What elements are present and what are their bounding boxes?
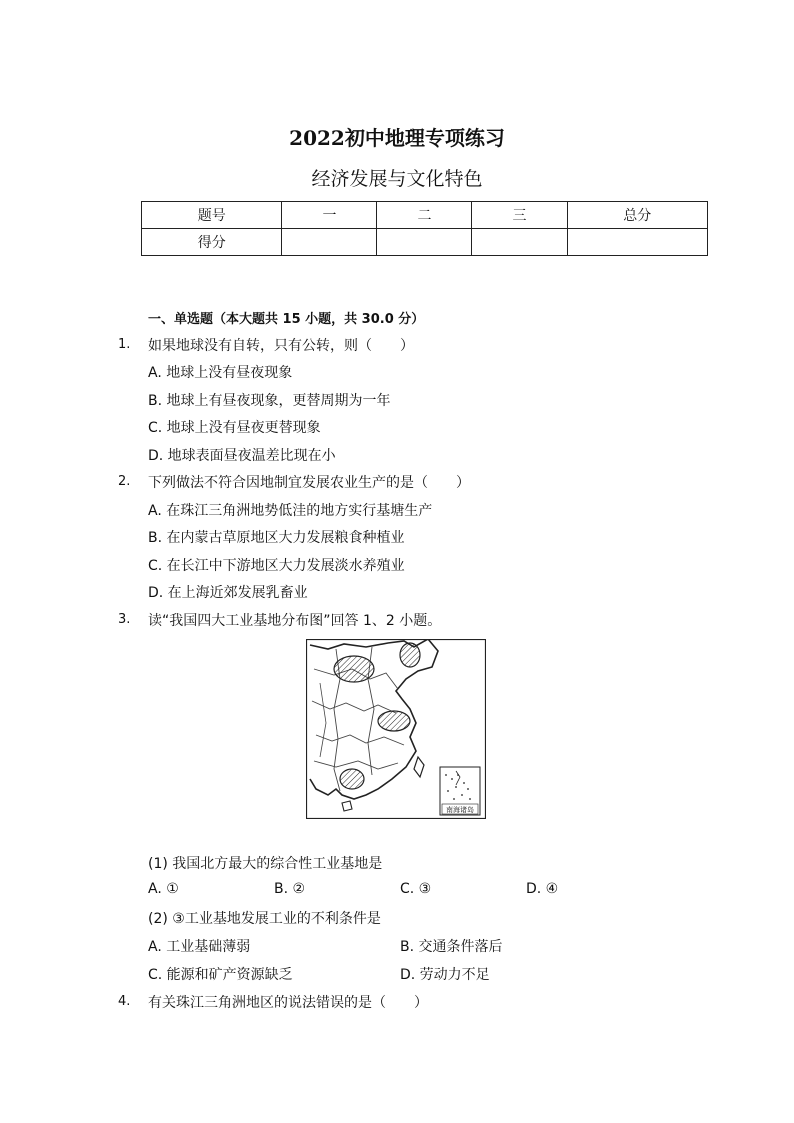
page-subtitle: 经济发展与文化特色 [311,168,483,190]
option: C. 地球上没有昼夜更替现象 [148,420,321,436]
industrial-base-map [306,639,486,819]
option: D. 地球表面昼夜温差比现在小 [148,448,336,464]
question-number: 3. [118,612,131,627]
question-number: 2. [118,474,131,489]
option: B. 在内蒙古草原地区大力发展粮食种植业 [148,530,405,546]
score-table-score-row [142,229,708,256]
score-cell [377,229,472,256]
option: B. ② [274,881,306,897]
question-text: 读“我国四大工业基地分布图”回答 1、2 小题。 [148,613,442,629]
sub-question-text: (1) 我国北方最大的综合性工业基地是 [148,856,383,872]
score-header-cell: 一 [282,202,377,229]
score-header-cell: 二 [377,202,472,229]
score-cell [567,229,708,256]
score-cell [472,229,567,256]
map-inset-label: 南海诸岛 [446,806,474,814]
score-header-cell: 三 [472,202,567,229]
option: A. 地球上没有昼夜现象 [148,365,293,381]
page-title: 2022初中地理专项练习 [289,126,505,150]
score-row-label: 得分 [142,229,282,256]
option: C. 能源和矿产资源缺乏 [148,967,293,983]
option: B. 交通条件落后 [400,939,503,955]
score-cell [282,229,377,256]
score-table-header-row [142,202,708,229]
score-header-cell: 总分 [567,202,708,229]
score-table [141,201,708,256]
option: C. ③ [400,881,432,897]
question-text: 下列做法不符合因地制宜发展农业生产的是（ ） [148,475,470,491]
score-header-cell: 题号 [142,202,282,229]
option: A. 工业基础薄弱 [148,939,251,955]
option: D. 在上海近郊发展乳畜业 [148,585,308,601]
sub-question-text: (2) ③工业基地发展工业的不利条件是 [148,911,381,927]
option: D. 劳动力不足 [400,967,490,983]
option: D. ④ [526,881,559,897]
question-text: 如果地球没有自转，只有公转，则（ ） [148,338,414,354]
question-number: 4. [118,994,131,1009]
question-text: 有关珠江三角洲地区的说法错误的是（ ） [148,995,428,1011]
option: A. ① [148,881,179,897]
section-heading: 一、单选题（本大题共 15 小题，共 30.0 分） [148,312,425,327]
option: B. 地球上有昼夜现象，更替周期为一年 [148,393,391,409]
question-number: 1. [118,337,131,352]
option: C. 在长江中下游地区大力发展淡水养殖业 [148,558,405,574]
option: A. 在珠江三角洲地势低洼的地方实行基塘生产 [148,503,433,519]
